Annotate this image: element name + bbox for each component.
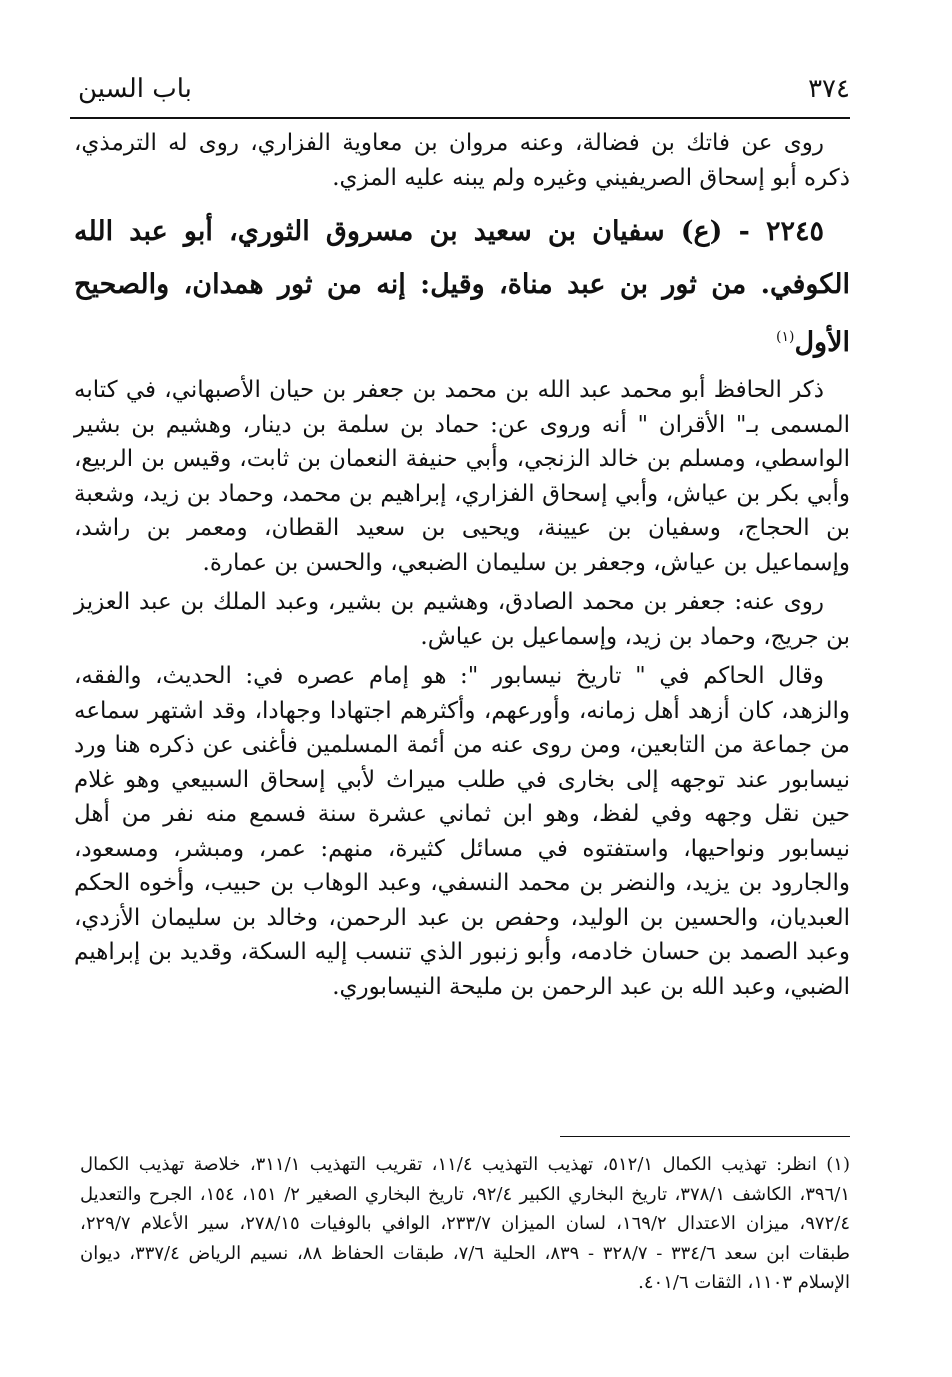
page-number: ٣٧٤ [808,74,850,104]
paragraph-hakim: وقال الحاكم في " تاريخ نيسابور ": هو إمام عصره في: الحديث، والفقه، والزهد، كان أزهد أهل زمانه، وأورعهم، وأكثرهم اجتهادا وجهادا، وقد اشتهر سماعه من جماعة من التابعين، ومن روى عنه من أئمة المسلمين فأغنى عن ذكره هنا ورد نيسابور عند توجهه إلى بخارى في طلب ميراث لأبي إسحاق السبيعي وهو غلام حين نقل وجهه وفي لفظ، وهو ابن ثماني عشرة سنة فسمع منه نفر من أهل نيسابور ونواحيها، واستفتوه في مسائل كثيرة، منهم: عمر، ومبشر، ومسعود، والجارود بن يزيد، والنضر بن محمد النسفي، وعبد الوهاب بن حبيب، وأخوه الحكم العبديان، والحسين بن الوليد، وحفص بن عبد الرحمن، وخالد بن سليمان الأزدي، وعبد الصمد بن حسان خادمه، وأبو زنبور الذي تنسب إليه السكة، وقديد بن إبراهيم الضبي، وعبد الله بن عبد الرحمن بن مليحة النيسابوري. [74,663,850,1000]
running-header [78,64,850,114]
intro-paragraph: روى عن فاتك بن فضالة، وعنه مروان بن معاوية الفزاري، روى له الترمذي، ذكره أبو إسحاق الصريفيني وغيره ولم يبنه عليه المزي. [74,130,850,191]
chapter-title: باب السين [78,74,192,104]
paragraph-students: روى عنه: جعفر بن محمد الصادق، وهشيم بن بشير، وعبد الملك بن عبد العزيز بن جريج، وحماد بن زيد، وإسماعيل بن عياش. [74,589,850,650]
footnote-rule [560,1136,850,1137]
footnote-reference[interactable]: (١) [775,329,795,345]
main-text [74,126,850,1009]
footnote-section [80,1150,850,1298]
header-rule [70,117,850,119]
footnote-text: (١) انظر: تهذيب الكمال ٥١٢/١، تهذيب التهذيب ١١/٤، تقريب التهذيب ٣١١/١، خلاصة تهذيب الكمال ٣٩٦/١، الكاشف ٣٧٨/١، تاريخ البخاري الكبير ٩٢/٤، تاريخ البخاري الصغير ٢/ ١٥١، ١٥٤، الجرح والتعديل ٩٧٢/٤، ميزان الاعتدال ١٦٩/٢، لسان الميزان ٢٣٣/٧، الوافي بالوفيات ٢٧٨/١٥، سير الأعلام ٢٢٩/٧، طبقات ابن سعد ٣٣٤/٦ - ٣٢٨/٧ - ٨٣٩، الحلية ٧/٦، طبقات الحفاظ ٨٨، نسيم الرياض ٣٣٧/٤، ديوان الإسلام ١١٠٣، الثقات ٤٠١/٦. [80,1154,850,1293]
paragraph-teachers: ذكر الحافظ أبو محمد عبد الله بن محمد بن جعفر بن حيان الأصبهاني، في كتابه المسمى بـ" الأقران " أنه وروى عن: حماد بن سلمة بن دينار، وهشيم بن بشير الواسطي، ومسلم بن خالد الزنجي، وأبي حنيفة النعمان بن ثابت، وقيس بن الربيع، وأبي بكر بن عياش، وأبي إسحاق الفزاري، إبراهيم بن محمد، وحماد بن زيد، وشعبة بن الحجاج، وسفيان بن عيينة، ويحيى بن سعيد القطان، ومعمر بن راشد، وإسماعيل بن عياش، وجعفر بن سليمان الضبعي، والحسن بن عمارة. [74,377,850,576]
entry-title: ٢٢٤٥ - (ع) سفيان بن سعيد بن مسروق الثوري، أبو عبد الله الكوفي. من ثور بن عبد مناة، وقيل: إنه من ثور همدان، والصحيح الأول [74,216,850,358]
entry-heading [74,205,850,369]
